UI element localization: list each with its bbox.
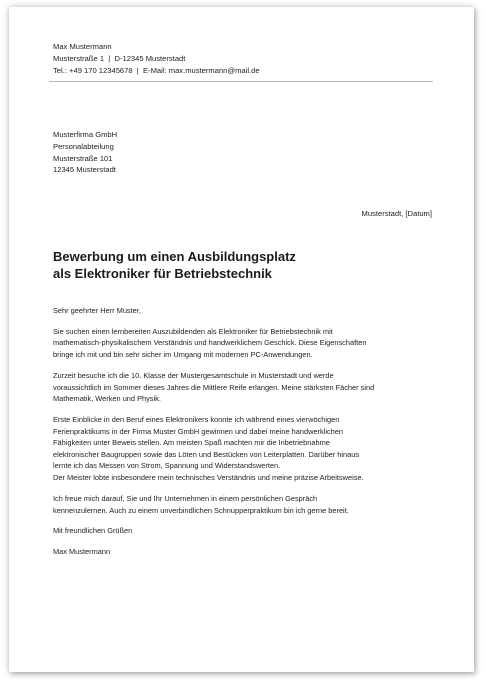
text-line: mathematisch-physikalischem Verständnis und handwerklichem Geschick. Diese Eigenschaften (53, 338, 367, 348)
letter-date: Musterstadt, [Datum] (361, 209, 432, 218)
sender-address: Musterstraße 1 | D-12345 Musterstadt (53, 53, 186, 63)
text-line: Zurzeit besuche ich die 10. Klasse der Mustergesamtschule in Musterstadt und werde (53, 370, 334, 380)
recipient-block (53, 129, 117, 176)
text-line: lernte ich das Messen von Strom, Spannung und Widerstandswerten. (53, 461, 281, 471)
text-line: Sie suchen einen lernbereiten Auszubildenden als Elektroniker für Betriebstechnik mit (53, 326, 333, 336)
text-line: Der Meister lobte insbesondere mein technisches Verständnis und meine präzise Arbeitsweise. (53, 473, 364, 483)
sender-block (53, 41, 260, 76)
recipient-line: Musterstraße 101 (53, 153, 113, 163)
paragraph-2 (53, 370, 443, 405)
text-line: Fähigkeiten unter Beweis stellen. Am meisten Spaß machten mir die Inbetriebnahme (53, 438, 330, 448)
text-line: Erste Einblicke in den Beruf eines Elektronikers konnte ich während eines vierwöchigen (53, 415, 340, 425)
recipient-line: Musterfirma GmbH (53, 130, 118, 139)
letter-body (53, 305, 443, 567)
text-line: Ich freue mich darauf, Sie und Ihr Unternehmen in einem persönlichen Gespräch (53, 493, 318, 503)
sender-name: Max Mustermann (53, 42, 112, 51)
header-divider (49, 81, 433, 82)
text-line: kennenzulernen. Auch zu einem unverbindlichen Schnupperpraktikum bin ich gerne bereit. (53, 505, 349, 515)
closing: Mit freundlichen Grüßen (53, 526, 133, 536)
recipient-line: 12345 Musterstadt (53, 165, 116, 175)
paragraph-3 (53, 414, 443, 484)
signature-name: Max Mustermann (53, 547, 111, 557)
subject-line-1: Bewerbung um einen Ausbildungsplatz (53, 249, 296, 264)
recipient-line: Personalabteilung (53, 141, 114, 151)
text-line: voraussichtlich im Sommer dieses Jahres die Mittlere Reife erlangen. Meine stärksten Fächer sind (53, 382, 375, 392)
subject-heading (53, 248, 296, 282)
salutation: Sehr geehrter Herr Muster, (53, 306, 141, 315)
text-line: Mathematik, Werken und Physik. (53, 394, 161, 404)
paragraph-1 (53, 326, 443, 361)
letter-sheet (9, 7, 474, 672)
text-line: elektronischer Baugruppen sowie das Löten und Bestücken von Leiterplatten. Darüber hinaus (53, 449, 360, 459)
text-line: bringe ich mit und bin sehr sicher im Umgang mit modernen PC-Anwendungen. (53, 350, 313, 360)
sender-contact: Tel.: +49 170 12345678 | E-Mail: max.mustermann@mail.de (53, 65, 260, 75)
subject-line-2: als Elektroniker für Betriebstechnik (53, 266, 272, 281)
paragraph-4 (53, 493, 443, 516)
text-line: Ferienpraktikums in der Firma Muster GmbH gewinnen und dabei meine handwerklichen (53, 426, 344, 436)
